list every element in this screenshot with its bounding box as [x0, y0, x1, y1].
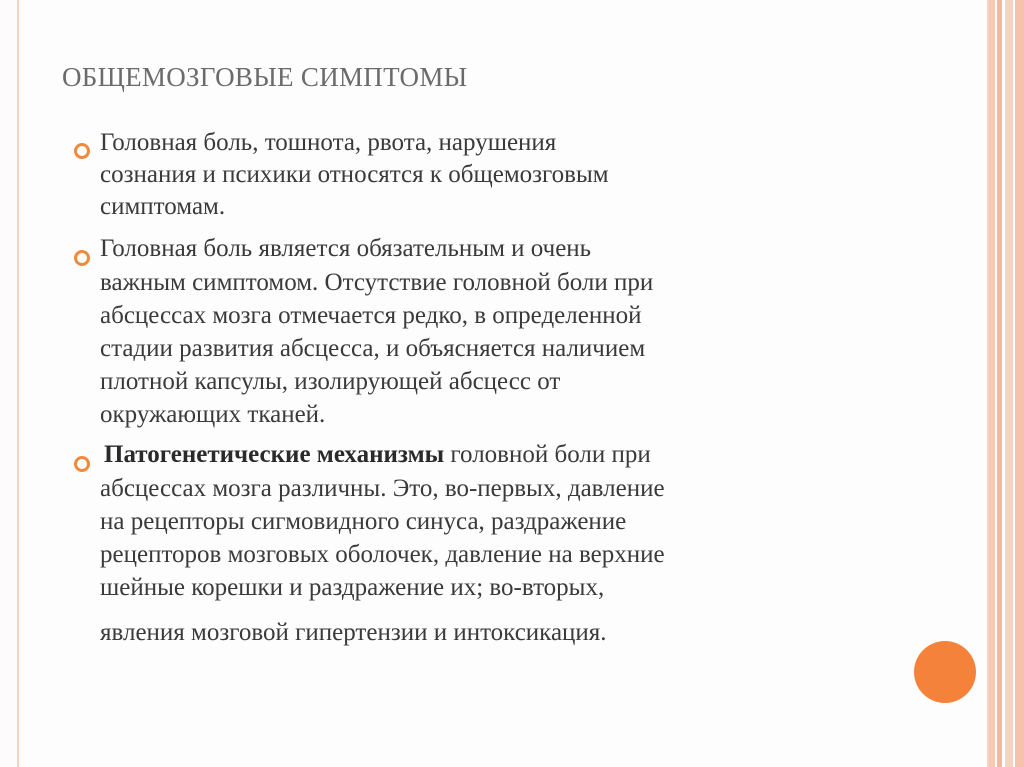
bullet-circle-icon [74, 250, 90, 266]
bullet-3-line-6: явления мозговой гипертензии и интоксикация. [100, 619, 607, 646]
decorative-stripe [1005, 0, 1013, 767]
accent-circle [914, 641, 976, 703]
bullet-3-line-3: на рецепторы сигмовидного синуса, раздражение [100, 508, 627, 535]
bullet-2-line-5: плотной капсулы, изолирующей абсцесс от [100, 368, 561, 395]
bullet-circle-icon [74, 143, 90, 159]
bullet-2-line-3: абсцессах мозга отмечается редко, в определенной [100, 302, 642, 329]
decorative-stripe [1015, 0, 1024, 767]
bullet-3-line-1-rest: головной боли при [444, 441, 651, 468]
bullet-circle-icon [74, 456, 90, 472]
bullet-3-line-1 [104, 440, 651, 470]
bullet-2-line-6: окружающих тканей. [100, 401, 326, 428]
slide-title: ОБЩЕМОЗГОВЫЕ СИМПТОМЫ [62, 62, 468, 92]
bullet-1-line-1: Головная боль, тошнота, рвота, нарушения [100, 129, 557, 156]
bullet-3-line-5: шейные корешки и раздражение их; во-вторых, [100, 574, 605, 601]
bullet-1-line-2: сознания и психики относятся к общемозговым [100, 161, 609, 188]
bullet-2-line-2: важным симптомом. Отсутствие головной боли при [100, 269, 654, 296]
bullet-2-line-1: Головная боль является обязательным и очень [100, 235, 592, 262]
bold-term: Патогенетические механизмы [104, 441, 445, 468]
bullet-1-line-3: симптомам. [100, 193, 226, 220]
bullet-3-line-2: абсцессах мозга различны. Это, во-первых, давление [100, 475, 665, 502]
bullet-2-line-4: стадии развития абсцесса, и объясняется наличием [100, 335, 646, 362]
bullet-3-line-4: рецепторов мозговых оболочек, давление на верхние [100, 541, 665, 568]
